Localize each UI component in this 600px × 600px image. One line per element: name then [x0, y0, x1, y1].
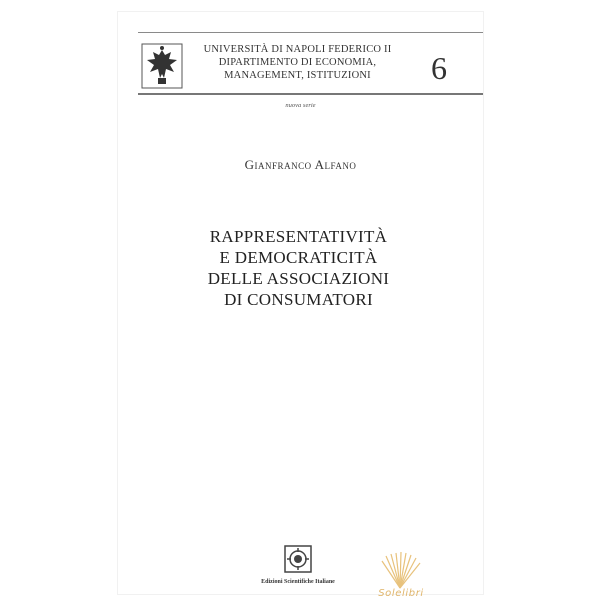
- header-rule: [138, 93, 483, 95]
- sun-rays-icon: [376, 550, 424, 590]
- series-label: nuova serie: [285, 102, 316, 109]
- book-cover: [118, 12, 483, 599]
- title-line-4: DI CONSUMATORI: [224, 290, 373, 309]
- title-line-2: E DEMOCRATICITÀ: [219, 248, 378, 267]
- author-name: Gianfranco Alfano: [244, 157, 357, 172]
- book-title: [118, 226, 483, 310]
- brand-name: Solelibri: [378, 588, 424, 599]
- title-line-1: RAPPRESENTATIVITÀ: [209, 227, 388, 246]
- publisher-name: Edizioni Scientifiche Italiane: [261, 579, 335, 585]
- header-line-1: UNIVERSITÀ DI NAPOLI FEDERICO II: [203, 44, 392, 55]
- top-rule: [138, 32, 483, 33]
- esi-logo-icon: [284, 545, 312, 573]
- header-line-3: MANAGEMENT, ISTITUZIONI: [224, 70, 371, 81]
- title-line-3: DELLE ASSOCIAZIONI: [207, 269, 390, 288]
- university-header: [118, 43, 483, 82]
- header-line-2: DIPARTIMENTO DI ECONOMIA,: [218, 57, 377, 68]
- series-number: 6: [431, 50, 447, 86]
